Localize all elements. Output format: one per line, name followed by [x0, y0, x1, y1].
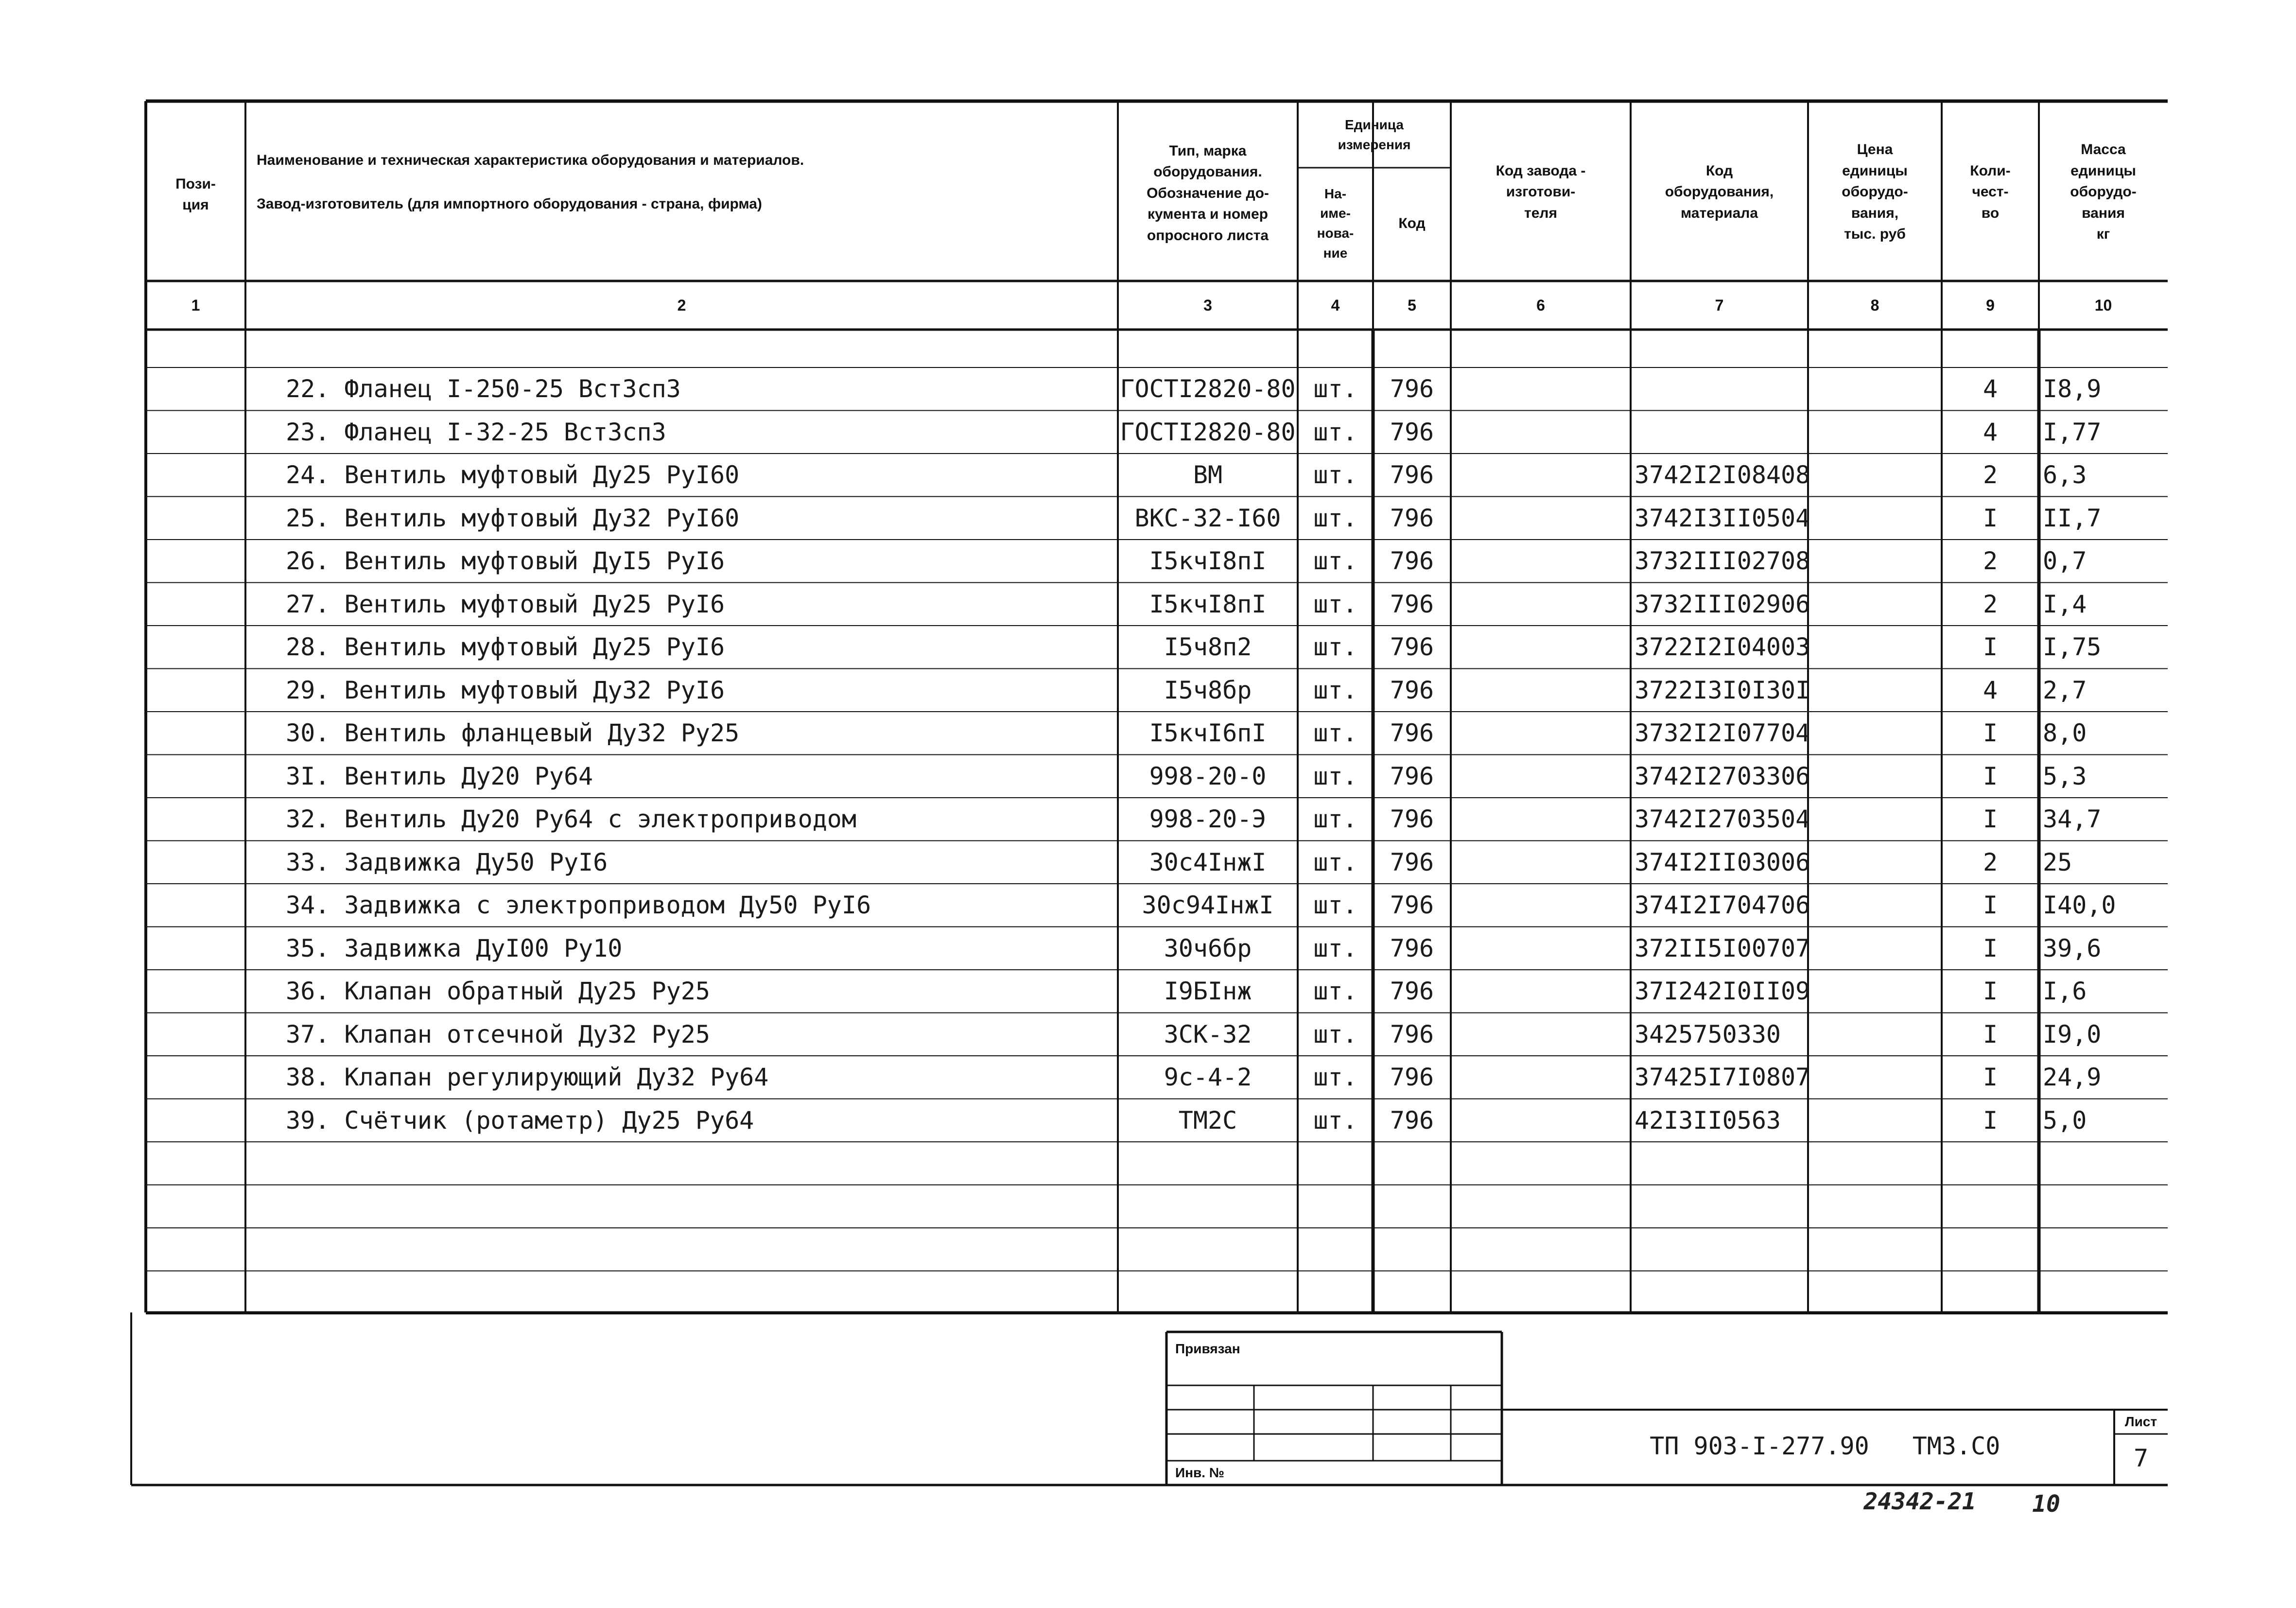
row-quantity: 2 — [1983, 461, 1998, 489]
row-equipment-code: 3722I2I04003 — [1635, 633, 1810, 661]
privyazan-label: Привязан — [1175, 1341, 1240, 1356]
row-type: ГОСТI2820-80 — [1120, 375, 1296, 403]
row-name: 35. Задвижка ДуI00 Ру10 — [286, 934, 623, 962]
row-equipment-code — [1631, 367, 1812, 411]
row-equipment-code: 3732I2I07704 — [1635, 719, 1810, 747]
column-number: 9 — [1986, 296, 1995, 314]
row-equipment-code: 37425I7I0807 — [1635, 1063, 1810, 1091]
row-mass: I,4 — [2043, 590, 2087, 618]
row-unit-code: 796 — [1390, 1020, 1434, 1049]
row-name: 37. Клапан отсечной Ду32 Ру25 — [286, 1020, 710, 1049]
row-type: I9БIнж — [1164, 977, 1252, 1005]
row-name: 34. Задвижка с электроприводом Ду50 РуI6 — [286, 891, 871, 919]
row-quantity: I — [1983, 633, 1998, 661]
row-mass: I40,0 — [2043, 891, 2116, 919]
row-equipment-code — [1631, 411, 1812, 454]
row-mass: I,6 — [2043, 977, 2087, 1005]
row-unit: шт. — [1313, 805, 1357, 833]
row-type: 30с94IнжI — [1142, 891, 1274, 919]
row-equipment-code: 3732III02708 — [1635, 547, 1810, 575]
row-name: 25. Вентиль муфтовый Ду32 РуI60 — [286, 504, 740, 532]
header-unit-name: На- име- нова- ние — [1317, 186, 1354, 261]
row-quantity: I — [1983, 1106, 1998, 1135]
row-unit: шт. — [1313, 676, 1357, 704]
archive-page: 10 — [2032, 1490, 2060, 1518]
row-equipment-code: 3742I3II0504 — [1635, 504, 1810, 532]
row-type: 30с4IнжI — [1149, 848, 1267, 876]
row-type: 9с-4-2 — [1164, 1063, 1252, 1091]
column-number: 4 — [1331, 296, 1340, 314]
row-unit: шт. — [1313, 1106, 1357, 1135]
header-unit-code: Код — [1398, 215, 1426, 232]
row-quantity: I — [1983, 1063, 1998, 1091]
row-unit-code: 796 — [1390, 762, 1434, 790]
row-equipment-code: 372II5I00707 — [1635, 934, 1810, 962]
row-quantity: I — [1983, 719, 1998, 747]
row-unit: шт. — [1313, 590, 1357, 618]
sheet-label: Лист — [2124, 1414, 2157, 1429]
row-mass: 5,0 — [2043, 1106, 2087, 1135]
header-name-line2: Завод-изготовитель (для импортного оборудования - страна, фирма) — [257, 196, 762, 212]
row-unit-code: 796 — [1390, 934, 1434, 962]
row-unit: шт. — [1313, 1020, 1357, 1049]
row-unit: шт. — [1313, 418, 1357, 446]
row-unit-code: 796 — [1390, 461, 1434, 489]
row-name: 33. Задвижка Ду50 РуI6 — [286, 848, 608, 876]
row-type: I5кчI8пI — [1149, 547, 1267, 575]
archive-number: 24342-21 — [1863, 1488, 1976, 1516]
row-unit-code: 796 — [1390, 590, 1434, 618]
row-type: I5ч8п2 — [1164, 633, 1252, 661]
row-mass: 25 — [2043, 848, 2072, 876]
row-unit: шт. — [1313, 762, 1357, 790]
row-equipment-code: 374I2I704706 — [1635, 891, 1810, 919]
row-mass: 5,3 — [2043, 762, 2087, 790]
row-type: ВКС-32-I60 — [1134, 504, 1281, 532]
row-unit-code: 796 — [1390, 719, 1434, 747]
row-unit-code: 796 — [1390, 848, 1434, 876]
row-equipment-code: 3742I2703306 — [1635, 762, 1810, 790]
header-mass: Масса единицы оборудо- вания кг — [2070, 141, 2137, 243]
row-unit: шт. — [1313, 461, 1357, 489]
row-type: ВМ — [1193, 461, 1223, 489]
row-equipment-code: 3732III02906 — [1635, 590, 1810, 618]
sheet-number: 7 — [2133, 1444, 2149, 1472]
row-quantity: 4 — [1983, 375, 1998, 403]
row-quantity: I — [1983, 1020, 1998, 1049]
header-position: Пози- ция — [175, 175, 216, 213]
row-type: 998-20-0 — [1149, 762, 1267, 790]
row-equipment-code: 3722I3I0I30I — [1635, 676, 1810, 704]
row-equipment-code: 42I3II0563 — [1635, 1106, 1781, 1135]
row-equipment-code: 3425750330 — [1635, 1020, 1781, 1049]
row-name: 23. Фланец I-32-25 ВстЗсп3 — [286, 418, 666, 446]
row-quantity: I — [1983, 805, 1998, 833]
row-unit-code: 796 — [1390, 805, 1434, 833]
row-unit-code: 796 — [1390, 1106, 1434, 1135]
row-unit: шт. — [1313, 977, 1357, 1005]
inventory-number-label: Инв. № — [1175, 1465, 1225, 1480]
row-mass: I8,9 — [2043, 375, 2102, 403]
row-name: 30. Вентиль фланцевый Ду32 Ру25 — [286, 719, 740, 747]
row-unit-code: 796 — [1390, 633, 1434, 661]
header-type: Тип, марка оборудования. Обозначение до- кумента и номер опросного листа — [1147, 142, 1269, 244]
row-unit-code: 796 — [1390, 891, 1434, 919]
row-quantity: 2 — [1983, 590, 1998, 618]
row-name: 39. Счётчик (ротаметр) Ду25 Ру64 — [286, 1106, 754, 1135]
row-unit-code: 796 — [1390, 418, 1434, 446]
header-price: Цена единицы оборудо- вания, тыс. руб — [1842, 141, 1908, 243]
row-name: 29. Вентиль муфтовый Ду32 РуI6 — [286, 676, 725, 704]
column-number: 6 — [1536, 296, 1545, 314]
row-type: ТМ2С — [1178, 1106, 1237, 1135]
row-name: 26. Вентиль муфтовый ДуI5 РуI6 — [286, 547, 725, 575]
row-equipment-code: 374I2II03006 — [1635, 848, 1810, 876]
row-quantity: I — [1983, 762, 1998, 790]
row-unit-code: 796 — [1390, 504, 1434, 532]
row-unit: шт. — [1313, 1063, 1357, 1091]
header-equipment-code: Код оборудования, материала — [1665, 162, 1774, 221]
row-unit: шт. — [1313, 547, 1357, 575]
row-type: 998-20-Э — [1149, 805, 1267, 833]
row-quantity: I — [1983, 977, 1998, 1005]
row-unit: шт. — [1313, 891, 1357, 919]
row-unit-code: 796 — [1390, 375, 1434, 403]
row-type: 30ч6бр — [1164, 934, 1252, 962]
row-equipment-code: 37I242I0II09 — [1635, 977, 1810, 1005]
row-mass: II,7 — [2043, 504, 2102, 532]
row-name: 22. Фланец I-250-25 ВстЗсп3 — [286, 375, 681, 403]
column-number: 3 — [1203, 296, 1212, 314]
row-type: I5кчI8пI — [1149, 590, 1267, 618]
row-unit-code: 796 — [1390, 977, 1434, 1005]
row-mass: 39,6 — [2043, 934, 2102, 962]
row-mass: 2,7 — [2043, 676, 2087, 704]
row-mass: 24,9 — [2043, 1063, 2102, 1091]
document-section: ТМ3.С0 — [1912, 1432, 2000, 1460]
header-factory-code: Код завода - изготови- теля — [1496, 162, 1586, 221]
document-code: ТП 903-I-277.90 — [1650, 1432, 1869, 1460]
row-mass: I,75 — [2043, 633, 2102, 661]
row-name: 28. Вентиль муфтовый Ду25 РуI6 — [286, 633, 725, 661]
row-quantity: 4 — [1983, 418, 1998, 446]
row-unit: шт. — [1313, 633, 1357, 661]
header-name-line1: Наименование и техническая характеристика оборудования и материалов. — [257, 152, 804, 169]
row-type: I5кчI6пI — [1149, 719, 1267, 747]
column-number: 2 — [677, 296, 686, 314]
row-type: I5ч8бр — [1164, 676, 1252, 704]
row-unit: шт. — [1313, 375, 1357, 403]
row-name: 36. Клапан обратный Ду25 Ру25 — [286, 977, 710, 1005]
row-quantity: I — [1983, 891, 1998, 919]
column-number: 8 — [1870, 296, 1879, 314]
header-quantity: Коли- чест- во — [1970, 162, 2011, 221]
row-name: 27. Вентиль муфтовый Ду25 РуI6 — [286, 590, 725, 618]
row-mass: I9,0 — [2043, 1020, 2102, 1049]
row-quantity: 4 — [1983, 676, 1998, 704]
row-unit: шт. — [1313, 719, 1357, 747]
row-unit-code: 796 — [1390, 676, 1434, 704]
row-unit-code: 796 — [1390, 547, 1434, 575]
column-number: 7 — [1715, 296, 1724, 314]
column-number: 5 — [1408, 296, 1416, 314]
column-number: 1 — [191, 296, 200, 314]
row-unit: шт. — [1313, 848, 1357, 876]
row-type: ГОСТI2820-80 — [1120, 418, 1296, 446]
row-unit-code: 796 — [1390, 1063, 1434, 1091]
row-quantity: 2 — [1983, 547, 1998, 575]
row-mass: 8,0 — [2043, 719, 2087, 747]
row-equipment-code: 3742I2703504 — [1635, 805, 1810, 833]
row-name: 38. Клапан регулирующий Ду32 Ру64 — [286, 1063, 769, 1091]
row-equipment-code: 3742I2I08408 — [1635, 461, 1810, 489]
row-mass: 34,7 — [2043, 805, 2102, 833]
row-unit: шт. — [1313, 934, 1357, 962]
row-unit: шт. — [1313, 504, 1357, 532]
row-quantity: I — [1983, 504, 1998, 532]
column-number: 10 — [2094, 296, 2112, 314]
row-name: 32. Вентиль Ду20 Ру64 с электроприводом — [286, 805, 856, 833]
header-unit-group: Единица измерения — [1338, 117, 1411, 152]
row-quantity: I — [1983, 934, 1998, 962]
row-name: 3I. Вентиль Ду20 Ру64 — [286, 762, 593, 790]
row-mass: I,77 — [2043, 418, 2102, 446]
row-name: 24. Вентиль муфтовый Ду25 РуI60 — [286, 461, 740, 489]
row-quantity: 2 — [1983, 848, 1998, 876]
row-type: ЗСК-32 — [1164, 1020, 1252, 1049]
row-mass: 6,3 — [2043, 461, 2087, 489]
row-mass: 0,7 — [2043, 547, 2087, 575]
